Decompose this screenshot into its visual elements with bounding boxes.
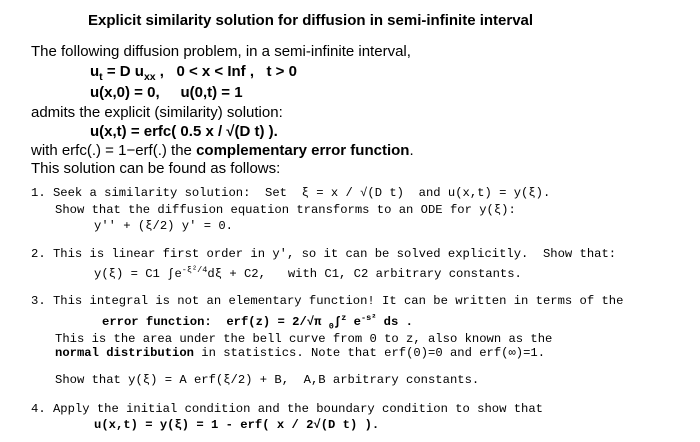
step-2-integral: y(ξ) = C1 $\int e^{-\xi^2/4}d\xi + C2$, with C1, C2 arbitrary constants. [94,265,522,282]
page-title: Explicit similarity solution for diffusion in semi-infinite interval [88,12,534,29]
step-3-line-a: 3. This integral is not an elementary function! It can be written in terms of the [31,294,624,308]
complementary-error-function-term: complementary error function [196,142,410,159]
step-1-ode: y'' + (ξ/2) y' = 0. [94,219,233,233]
step-4-final-solution: u(x,t) = y(ξ) = 1 - erf( x / 2√(D t) ). [94,418,380,432]
step-3-line-e: Show that y(ξ) = A erf(ξ/2) + B, A,B arbitrary constants. [55,373,480,387]
normal-distribution-term: normal distribution [55,346,194,360]
equation-pde: $u_t = D$ $u_{xx}$ , 0 < x < Inf , t > 0 [90,63,297,83]
intro-line-1: The following diffusion problem, in a semi-infinite interval, [31,43,411,60]
equation-conditions: u(x,0) = 0, u(0,t) = 1 [90,84,243,101]
intro-line-4: This solution can be found as follows: [31,160,281,177]
step-4-line-a: 4. Apply the initial condition and the boundary condition to show that [31,402,543,416]
error-function-definition: error function: erf(z) = 2/√π $_0$∫$^z$ $e^{-s^2}$ ds . [102,313,413,332]
step-2-line-a: 2. This is linear first order in y', so it can be solved explicitly. Show that: [31,247,617,261]
step-1-line-a: 1. Seek a similarity solution: Set ξ = x / √(D t) and u(x,t) = y(ξ). [31,186,551,200]
step-1-line-b: Show that the diffusion equation transforms to an ODE for y(ξ): [55,203,516,217]
step-3-line-d: normal distribution in statistics. Note that erf(0)=0 and erf(∞)=1. [55,346,546,360]
intro-line-3: with erfc(.) = 1−erf(.) the complementary error function. [31,142,414,159]
equation-solution: u(x,t) = erfc( 0.5 x / √(D t) ). [90,123,278,140]
intro-line-2: admits the explicit (similarity) solution: [31,104,283,121]
step-3-line-c: This is the area under the bell curve from 0 to z, also known as the [55,332,553,346]
